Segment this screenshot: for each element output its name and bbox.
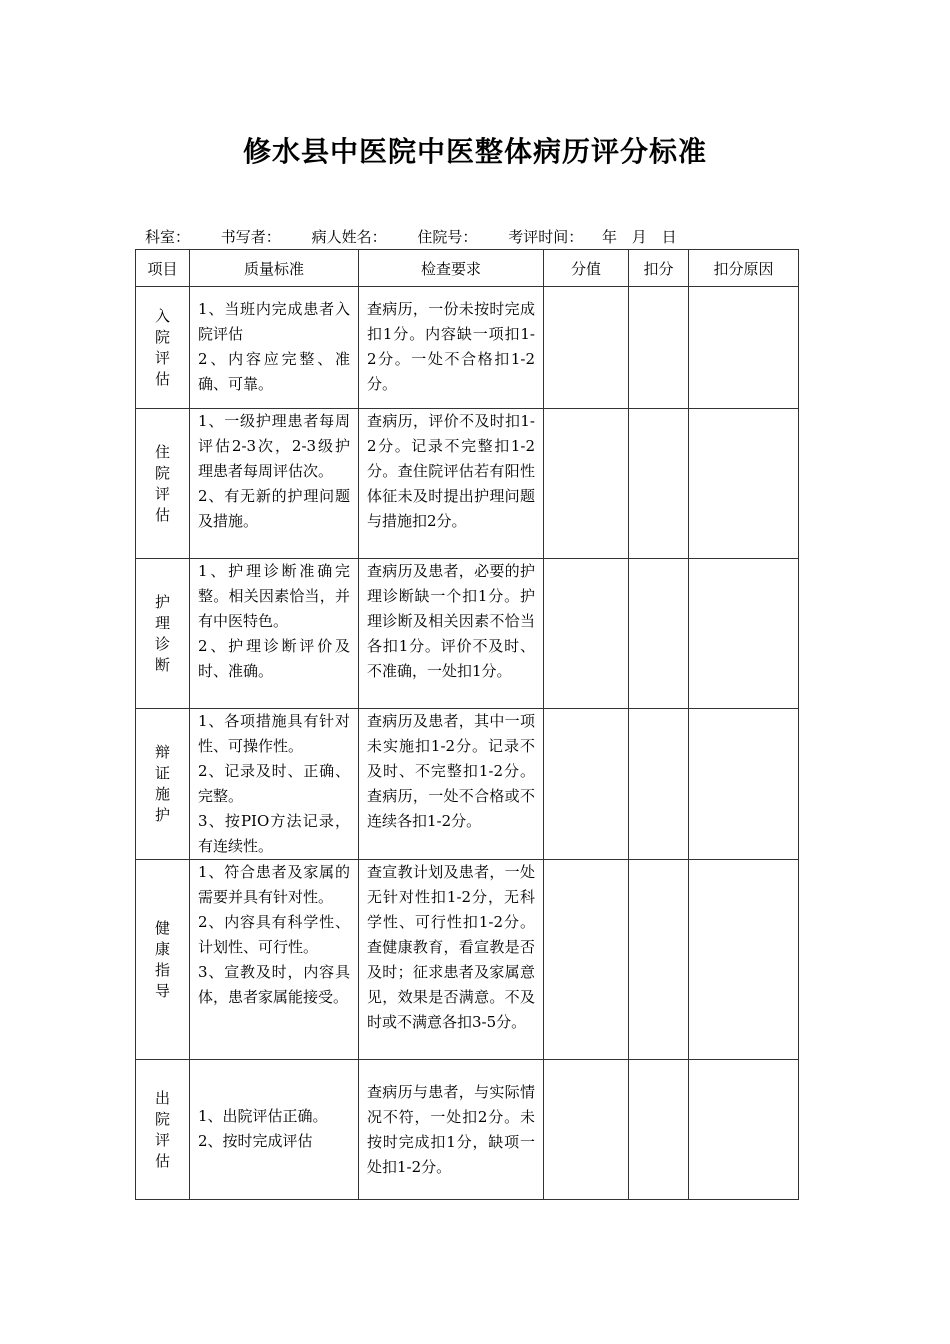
row-item-label: 健康指导 — [154, 918, 170, 1000]
score-cell[interactable] — [544, 409, 629, 559]
standard-line: 1、护理诊断准确完整。相关因素恰当，并有中医特色。 — [198, 562, 350, 630]
requirement-text: 查宣教计划及患者，一处无针对性扣1-2分，无科学性、可行性扣1-2分。查健康教育，看宣教是否及时；征求患者及家属意见，效果是否满意。不及时或不满意各扣3-5分。 — [367, 863, 535, 1031]
table-row — [136, 287, 799, 409]
score-cell[interactable] — [544, 709, 629, 860]
standard-cell — [190, 409, 359, 559]
table-row — [136, 409, 799, 559]
requirement-text: 查病历及患者，其中一项未实施扣1-2分。记录不及时、不完整扣1-2分。查病历，一处不合格或不连续各扣1-2分。 — [367, 712, 535, 830]
eval-date — [602, 228, 687, 246]
standard-line: 2、记录及时、正确、完整。 — [198, 762, 350, 805]
header-item: 项目 — [136, 250, 190, 287]
table-row — [136, 860, 799, 1060]
standard-cell — [190, 860, 359, 1060]
standard-cell — [190, 559, 359, 709]
table-header-row — [136, 250, 799, 287]
standard-line: 1、出院评估正确。 — [198, 1107, 328, 1125]
header-deduct: 扣分 — [629, 250, 689, 287]
eval-time-label: 考评时间： — [508, 228, 584, 246]
deduct-cell[interactable] — [629, 860, 689, 1060]
day-label: 日 — [661, 228, 677, 246]
standard-line: 1、当班内完成患者入院评估 — [198, 300, 350, 343]
table-row — [136, 709, 799, 860]
reason-cell[interactable] — [689, 1060, 799, 1200]
standard-line: 2、内容应完整、准确、可靠。 — [198, 350, 350, 393]
standard-cell — [190, 709, 359, 860]
document-title: 修水县中医院中医整体病历评分标准 — [242, 135, 707, 168]
reason-cell[interactable] — [689, 709, 799, 860]
row-item-label: 入院评估 — [154, 306, 170, 388]
reason-cell[interactable] — [689, 559, 799, 709]
dept-label: 科室： — [145, 228, 191, 246]
requirement-text: 查病历，一份未按时完成扣1分。内容缺一项扣1-2分。一处不合格扣1-2分。 — [367, 300, 535, 393]
row-item-label: 辩证施护 — [154, 743, 170, 824]
patient-label: 病人姓名： — [311, 228, 387, 246]
table-row — [136, 559, 799, 709]
score-cell[interactable] — [544, 559, 629, 709]
requirement-cell — [359, 709, 544, 860]
row-item-label: 护理诊断 — [154, 592, 170, 674]
standard-cell — [190, 287, 359, 409]
requirement-cell — [359, 409, 544, 559]
row-item-label: 住院评估 — [154, 442, 170, 524]
admission-no-label: 住院号： — [417, 228, 478, 246]
requirement-text: 查病历与患者，与实际情况不符，一处扣2分。未按时完成扣1分，缺项一处扣1-2分。 — [367, 1083, 535, 1176]
header-standard: 质量标准 — [190, 250, 359, 287]
requirement-cell — [359, 559, 544, 709]
requirement-cell — [359, 860, 544, 1060]
header-reason: 扣分原因 — [689, 250, 799, 287]
standard-line: 2、按时完成评估 — [198, 1132, 313, 1150]
standard-line: 3、宣教及时，内容具体，患者家属能接受。 — [198, 963, 350, 1006]
standard-cell — [190, 1060, 359, 1200]
writer-label: 书写者： — [220, 228, 281, 246]
deduct-cell[interactable] — [629, 709, 689, 860]
standard-line: 1、一级护理患者每周评估2-3次，2-3级护理患者每周评估次。 — [198, 412, 350, 480]
requirement-text: 查病历，评价不及时扣1-2分。记录不完整扣1-2分。查住院评估若有阳性体征未及时提出护理问题与措施扣2分。 — [367, 412, 535, 530]
standard-line: 2、内容具有科学性、计划性、可行性。 — [198, 913, 350, 956]
requirement-text: 查病历及患者，必要的护理诊断缺一个扣1分。护理诊断及相关因素不恰当各扣1分。评价不及时、不准确，一处扣1分。 — [367, 562, 535, 680]
deduct-cell[interactable] — [629, 559, 689, 709]
score-cell[interactable] — [544, 860, 629, 1060]
requirement-cell — [359, 1060, 544, 1200]
standard-line: 1、各项措施具有针对性、可操作性。 — [198, 712, 350, 755]
standard-line: 1、符合患者及家属的需要并具有针对性。 — [198, 863, 350, 906]
month-label: 月 — [631, 228, 647, 246]
requirement-cell — [359, 287, 544, 409]
score-cell[interactable] — [544, 1060, 629, 1200]
deduct-cell[interactable] — [629, 409, 689, 559]
reason-cell[interactable] — [689, 860, 799, 1060]
reason-cell[interactable] — [689, 287, 799, 409]
header-requirement: 检查要求 — [359, 250, 544, 287]
form-meta-line — [145, 226, 713, 247]
reason-cell[interactable] — [689, 409, 799, 559]
header-score: 分值 — [544, 250, 629, 287]
row-item-label: 出院评估 — [154, 1088, 170, 1170]
standard-line: 2、护理诊断评价及时、准确。 — [198, 637, 350, 680]
table-row — [136, 1060, 799, 1200]
score-cell[interactable] — [544, 287, 629, 409]
standard-line: 2、有无新的护理问题及措施。 — [198, 487, 350, 530]
deduct-cell[interactable] — [629, 287, 689, 409]
year-label: 年 — [601, 228, 617, 246]
standard-line: 3、按PIO方法记录，有连续性。 — [198, 812, 350, 855]
deduct-cell[interactable] — [629, 1060, 689, 1200]
scoring-table — [135, 249, 799, 1200]
